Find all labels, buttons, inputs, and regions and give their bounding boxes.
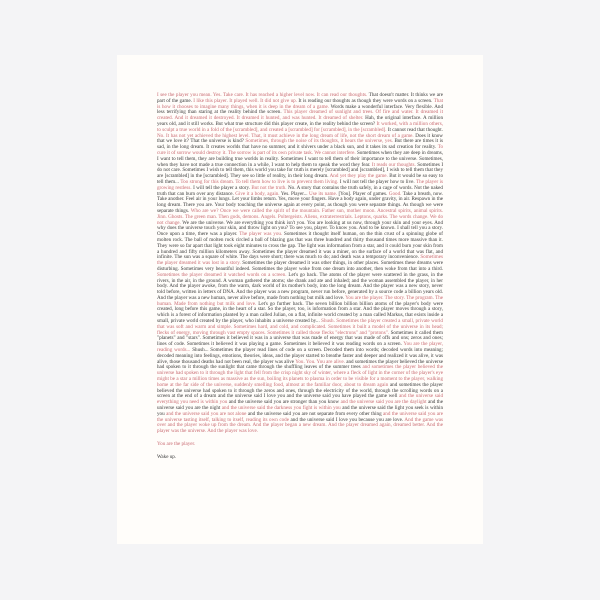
- speaker-one-line: But not the truth.: [251, 184, 287, 191]
- closing-line-player: You are the player.: [157, 441, 196, 448]
- poem-body: [157, 93, 443, 435]
- speaker-two-line: Sometimes it thought itself human, on the thin crust of a spinning globe of molten rock. The ball of molten rock circled a ball of blazing gas that was three hundred and thirty thousand times more massive than it. They were so far apart that light took eight minutes to cross the gap. The light was information from a star, and it could burn your skin from a hundred and fifty million kilometers away. Sometimes the player dreamed it was a miner, on the surface of a world that was flat, and infinite. The sun was a square of white. The days were short; there was much to do; and death was a temporary inconvenience.: [157, 231, 443, 261]
- speaker-two-line: Shush... Sometimes the player read lines of code on a screen. Decoded them into words; decoded words into meaning; decoded meaning into feelings, emotions, theories, ideas, and the player started to breathe faster and deeper and realized it was alive, it was alive, those thousand deaths had not been real, the player was alive: [157, 347, 444, 365]
- speaker-two-line: Let's go further back. The seven billion billion billion atoms of the player's body were created, long before this game, in the heart of a star. So the player, too, is information from a star. And the player moves through a story, which is a forest of information planted by a man called Julian, on a flat, infinite world created by a man called Markus, that exists inside a small, private world created by the player, who inhabits a universe created by...: [157, 300, 443, 325]
- speaker-one-line: Good.: [388, 190, 402, 197]
- speaker-one-line: To cure it of sorrow would destroy it. The sorrow is part of its own private task. We cannot interfere.: [157, 144, 443, 156]
- speaker-one-line: It reads our thoughts.: [371, 161, 416, 168]
- speaker-one-line: and the universe said you are the daylight: [340, 399, 427, 406]
- speaker-one-line: Too strong for this dream. To tell them how to live is to prevent them living.: [180, 178, 339, 185]
- speaker-two-line: Take a breath, now. Take another. Feel air in your lungs. Let your limbs return. Yes, move your fingers. Have a body again, under gravity, in air. Respawn in the long dream. There you are. Your body touching the universe again at every point, as though you were separate things. As though we were separate things.: [157, 190, 443, 214]
- speaker-one-line: Who are we? Once we were called the spirit of the mountain. Father sun, mother moon. Ancestral spirits, animal spirits. Jinn. Ghosts. The green man. Then gods, demons. Angels. Poltergeists. Aliens, extraterrestrials. Leptons, quarks. The words change. We do not change.: [157, 207, 443, 226]
- speaker-two-line: Sometimes I do not care. Sometimes I wish to tell them, this world you take for truth is merely [scrambled] and [scrambled], I wish to tell them that they are [scrambled] in the [scrambled]. They see so little of reality, in their long dream.: [157, 161, 444, 180]
- speaker-one-line: You are the player. The story. The program. The human. Made from nothing but milk and love.: [157, 294, 444, 307]
- speaker-one-line: I like this player. It played well. It did not give up.: [193, 97, 297, 104]
- speaker-two-line: It is reading our thoughts as though they were words on a screen.: [298, 97, 433, 104]
- speaker-one-line: And yet they play the game.: [329, 173, 388, 180]
- speaker-one-line: I see the player you mean.: [157, 92, 212, 98]
- speaker-one-line: No. It has not yet achieved the highest level. That, it must achieve in the long dream of life, not the short dream of a game.: [157, 132, 414, 139]
- speaker-one-line: Give it a body, again.: [235, 190, 280, 197]
- speaker-one-line: You. You. You are alive.: [295, 358, 345, 365]
- speaker-two-line: [You]. Player of games.: [338, 190, 388, 197]
- speaker-two-line: No. A story that contains the truth safely, in a cage of words. Not the naked truth that can burn over any distance.: [157, 184, 443, 197]
- speaker-two-line: and sometimes the player believed the universe had spoken to it through the sunlight that came through the shuffling leaves of the summer trees: [157, 358, 443, 371]
- speaker-two-line: Does it know that we love it? That the universe is kind?: [157, 132, 443, 145]
- speaker-two-line: Yes. Player...: [280, 190, 308, 197]
- speaker-two-line: It cannot read that thought.: [387, 126, 443, 133]
- speaker-two-line: and sometimes the player believed the universe had spoken to it through the zeros and ones, through the electricity of the world, through the scrolling words on a screen at the end of a dream and the universe said I love you and the universe said you have played the game well: [157, 381, 444, 400]
- speaker-one-line: The player is growing restless.: [157, 178, 444, 191]
- speaker-one-line: It worked, with a million others, to sculpt a true world in a fold of the [scrambled], and created a [scrambled] for [scrambled], in the [scrambled].: [157, 120, 443, 133]
- speaker-two-line: I will tell the player a story.: [193, 184, 250, 191]
- speaker-one-line: Yes. Take care. It has reached a higher level now. It can read our thoughts.: [212, 92, 368, 98]
- speaker-one-line: and the universe said you are the universe tasting itself, talking to itself, reading its own code: [157, 410, 444, 423]
- speaker-one-line: This player dreamed of sunlight and trees. Of fire and water. It dreamed it created. And it dreamed it destroyed. It dreamed it hunted, and was hunted. It dreamed of shelter.: [157, 109, 443, 122]
- speaker-two-line: and the universe said the light you seek is within you: [157, 405, 444, 417]
- speaker-one-line: And the game was over and the player woke up from the dream. And the player began a new dream. And the player dreamed again, dreamed better. And the player was the universe. And the player was love.: [157, 416, 443, 435]
- speaker-one-line: and the universe said the darkness you fight is within you: [221, 405, 341, 412]
- speaker-two-line: and the universe said you are the night: [157, 399, 443, 412]
- speaker-one-line: and the universe said you are not alone: [166, 410, 247, 417]
- speaker-two-line: Sometimes when they are deep in dreams, I want to tell them, they are building true worlds in reality. Sometimes I want to tell them of their importance to the universe. Sometimes, when they have not made a true connection in a while, I want to help them to speak the word they fear.: [157, 149, 443, 168]
- speaker-one-line: You are the player, reading words...: [157, 341, 444, 354]
- speaker-one-line: and sometimes the player believed the universe had spoken to it through the light that fell from the crisp night sky of winter, where a fleck of light in the corner of the player's eye might be a star a million times as massive as the sun, boiling its planets to plasma in order to be visible for a moment to the player, walking home at the far side of the universe, suddenly smelling food, almost at the familiar door, about to dream again: [157, 364, 443, 388]
- speaker-two-line: Sometimes the player dreamed it was other things, in other places. Sometimes these dreams were disturbing. Sometimes very beautiful indeed. Sometimes the player woke from one dream into another, then woke from that into a third.: [157, 260, 443, 272]
- speaker-two-line: and the universe said you are not separate from every other thing: [247, 410, 382, 417]
- speaker-two-line: Hah, the original interface. A million years old, and it still works. But what true structure did this player create, in the reality behind the screen?: [157, 115, 443, 127]
- speaker-two-line: Words make a wonderful interface. Very flexible. And less terrifying than staring at the reality behind the screen.: [157, 103, 443, 116]
- speaker-one-line: That is how it chooses to imagine many things, when it is deep in the dream of a game.: [157, 97, 444, 110]
- speaker-one-line: Use its name.: [309, 190, 337, 197]
- poem-text: [157, 93, 443, 468]
- speaker-two-line: But it would be so easy to tell them...: [157, 173, 443, 185]
- speaker-two-line: We are the universe. We are everything you think isn't you. You are looking at us now, through your skin and your eyes. And why does the universe touch your skin, and throw light on you? To see you, player. To know you. And to be known. I shall tell you a story. Once upon a time, there was a player.: [157, 219, 444, 238]
- speaker-two-line: Let's go back. The atoms of the player were scattered in the grass, in the rivers, in the air, in the ground. A woman gathered the atoms; she drank and ate and inhaled; and the woman assembled the player, in her body. And the player awoke, from the warm, dark world of its mother's body, into the long dream. And the player was a new story, never told before, written in letters of DNA. And the player was a new program, never run before, generated by a source code a billion years old. And the player was a new human, never alive before, made from nothing but milk and love.: [157, 271, 443, 301]
- speaker-one-line: Sometimes the player dreamed it watched words on a screen.: [157, 271, 287, 278]
- speaker-two-line: and the universe said you are stronger than you know: [228, 399, 340, 406]
- speaker-two-line: and the universe said I love you because you are love.: [290, 416, 404, 423]
- speaker-two-line: I will not tell the player how to live.: [339, 178, 415, 185]
- speaker-two-line: That doesn't matter. It thinks we are part of the game.: [157, 92, 443, 104]
- speaker-two-line: Sometimes it called them "planets" and "stars". Sometimes it believed it was in a universe that was made of energy that was made of offs and ons; zeros and ones; lines of code. Sometimes it believed it was playing a game. Sometimes it believed it was reading words on a screen.: [157, 329, 443, 348]
- speaker-one-line: Sometimes, through the noise of its thoughts, it hears the universe, yes.: [245, 138, 393, 145]
- speaker-one-line: and the universe said everything you need is within you: [157, 393, 444, 406]
- closing-line-wake-up: Wake up.: [157, 453, 177, 460]
- page-card: [117, 55, 483, 544]
- speaker-two-line: But there are times it is sad, in the long dream. It creates worlds that have no summer, and it shivers under a black sun, and it takes its sad creation for reality.: [157, 138, 444, 151]
- speaker-one-line: Shush. Sometimes the player created a small, private world that was soft and warm and simple. Sometimes hard, and cold, and complicated. Sometimes it built a model of the universe in its head; flecks of energy, moving through vast empty spaces. Sometimes it called those flecks "electrons" and "protons".: [157, 318, 443, 336]
- speaker-one-line: The player was you.: [239, 231, 283, 238]
- speaker-one-line: Sometimes the player dreamed it was lost in a story.: [157, 254, 443, 267]
